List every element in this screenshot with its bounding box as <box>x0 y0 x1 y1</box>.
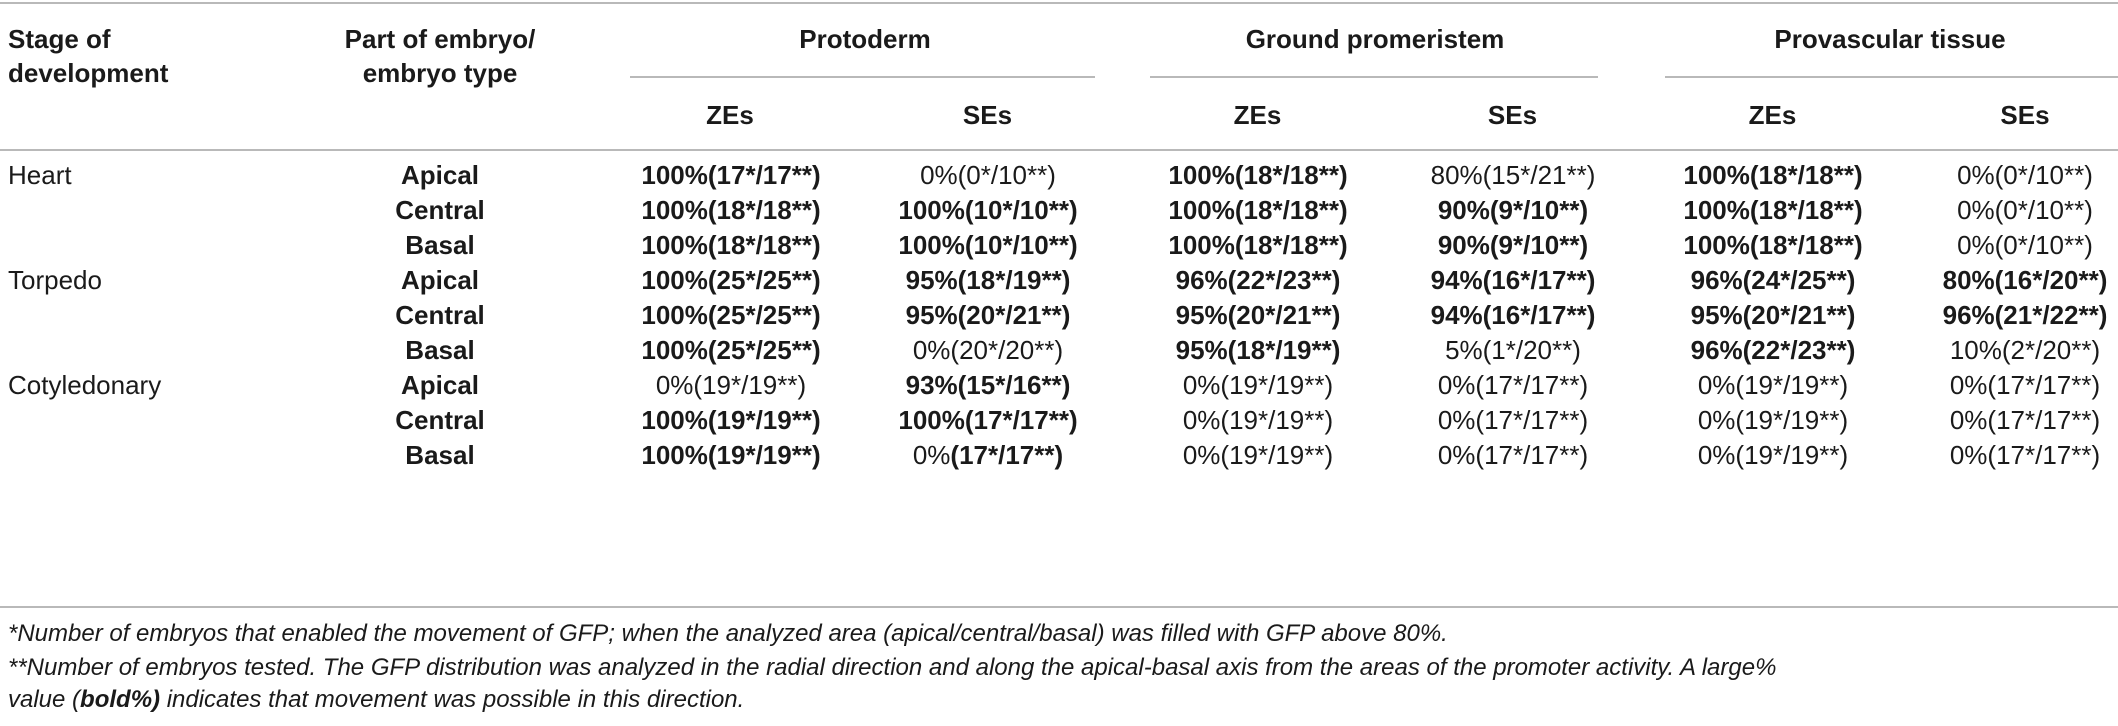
row-part: Apical <box>400 160 480 190</box>
table-cell <box>1895 263 2118 297</box>
table-cell <box>858 438 1118 472</box>
table-cell <box>858 228 1118 262</box>
table-cell <box>1895 368 2118 402</box>
table-cell <box>1128 298 1388 332</box>
cell-value: 90%(9*/10**) <box>1437 195 1589 225</box>
cell-value: 96%(24*/25**) <box>1690 265 1856 295</box>
cell-value: 100%(17*/17**) <box>898 405 1078 435</box>
cell-value: 5%(1*/20**) <box>1445 335 1581 365</box>
table-cell <box>1383 333 1643 367</box>
header-stage-line2: development <box>8 58 169 88</box>
cell-value: 100%(18*/18**) <box>1168 230 1348 260</box>
cell-value: 100%(19*/19**) <box>641 405 821 435</box>
table-cell <box>601 228 861 262</box>
top-rule <box>0 2 2118 4</box>
footnote-2-pre: value ( <box>8 686 81 713</box>
header-group-protoderm: Protoderm <box>799 24 931 54</box>
row-part: Apical <box>400 370 480 400</box>
cell-value: 100%(19*/19**) <box>641 440 821 470</box>
table-cell <box>1128 438 1388 472</box>
cell-value: 100%(18*/18**) <box>1683 230 1863 260</box>
table-cell <box>1128 263 1388 297</box>
cell-value: 90%(9*/10**) <box>1437 230 1589 260</box>
sub-header: ZEs <box>706 100 754 130</box>
table-cell <box>1643 298 1903 332</box>
row-stage: Heart <box>8 160 72 190</box>
table-cell <box>1383 228 1643 262</box>
table-cell <box>1895 158 2118 192</box>
table-cell <box>858 193 1118 227</box>
table-cell <box>601 368 861 402</box>
table-cell <box>1383 158 1643 192</box>
table-cell <box>1128 228 1388 262</box>
cell-value: 100%(25*/25**) <box>641 265 821 295</box>
cell-value: 0%(0*/10**) <box>1957 195 2093 225</box>
table-cell <box>1383 368 1643 402</box>
table-cell <box>601 438 861 472</box>
table-cell <box>1128 403 1388 437</box>
cell-value: 0%(17*/17**) <box>1437 440 1589 470</box>
rule-provascular <box>1665 76 2118 78</box>
footnote-2-line1: **Number of embryos tested. The GFP distribution was analyzed in the radial direction and along the apical-basal axis from the areas of the promoter activity. A large% <box>8 654 1777 681</box>
sub-header: SEs <box>2000 100 2050 130</box>
table-cell <box>1128 193 1388 227</box>
table-cell <box>1643 263 1903 297</box>
cell-value: 100%(18*/18**) <box>641 195 821 225</box>
table-cell <box>858 158 1118 192</box>
cell-value: 80%(15*/21**) <box>1430 160 1596 190</box>
footnote-2 <box>8 652 2108 716</box>
row-part: Central <box>395 300 485 330</box>
table-cell <box>1643 403 1903 437</box>
sub-header: SEs <box>1487 100 1538 130</box>
table-cell <box>1643 193 1903 227</box>
row-part: Apical <box>400 265 480 295</box>
rule-ground <box>1150 76 1598 78</box>
cell-value: 100%(10*/10**) <box>898 195 1078 225</box>
header-stage-line1: Stage of <box>8 24 111 54</box>
row-stage: Cotyledonary <box>8 370 162 400</box>
table-cell <box>1643 333 1903 367</box>
cell-value: 95%(20*/21**) <box>905 300 1071 330</box>
cell-value: 0%(19*/19**) <box>1697 405 1849 435</box>
table-cell <box>601 158 861 192</box>
header-part-line1: Part of embryo/ <box>344 24 536 54</box>
cell-value: 100%(18*/18**) <box>1168 160 1348 190</box>
table-cell <box>1895 403 2118 437</box>
cell-value: 96%(22*/23**) <box>1690 335 1856 365</box>
cell-value: 100%(18*/18**) <box>641 230 821 260</box>
table-cell <box>1643 158 1903 192</box>
row-part: Central <box>395 195 485 225</box>
footnote-1: *Number of embryos that enabled the movement of GFP; when the analyzed area (apical/central/basal) was filled with GFP above 80%. <box>8 620 1448 647</box>
table-cell <box>1383 263 1643 297</box>
cell-value: 94%(16*/17**) <box>1430 300 1596 330</box>
cell-value: 0%(17*/17**) <box>1437 405 1589 435</box>
table-cell <box>1383 193 1643 227</box>
cell-value: 0%(19*/19**) <box>1697 440 1849 470</box>
cell-value: 95%(20*/21**) <box>1690 300 1856 330</box>
row-part: Basal <box>405 440 475 470</box>
table-cell <box>1643 438 1903 472</box>
cell-value: 100%(10*/10**) <box>898 230 1078 260</box>
cell-value: 0% <box>912 440 951 470</box>
table-cell <box>1643 228 1903 262</box>
cell-value: 100%(25*/25**) <box>641 300 821 330</box>
table-cell <box>601 403 861 437</box>
table-cell <box>601 298 861 332</box>
sub-header: SEs <box>962 100 1013 130</box>
cell-value: 100%(18*/18**) <box>1683 160 1863 190</box>
cell-value: 0%(0*/10**) <box>920 160 1056 190</box>
footnote-2-bold: bold%) <box>80 686 161 713</box>
row-stage: Torpedo <box>8 265 102 295</box>
table-cell <box>1128 368 1388 402</box>
cell-value: 0%(17*/17**) <box>1949 370 2101 400</box>
cell-value: 0%(17*/17**) <box>1437 370 1589 400</box>
table-cell <box>1383 298 1643 332</box>
table-cell <box>601 193 861 227</box>
table-cell <box>601 333 861 367</box>
row-part: Basal <box>405 230 475 260</box>
cell-value: 0%(20*/20**) <box>912 335 1064 365</box>
cell-value: 0%(17*/17**) <box>1949 405 2101 435</box>
table-cell <box>1895 228 2118 262</box>
cell-value: 94%(16*/17**) <box>1430 265 1596 295</box>
cell-value: 96%(22*/23**) <box>1175 265 1341 295</box>
cell-value: 0%(19*/19**) <box>1697 370 1849 400</box>
cell-value: 0%(17*/17**) <box>1949 440 2101 470</box>
sub-header: ZEs <box>1748 100 1797 130</box>
table-cell <box>1128 333 1388 367</box>
table-cell <box>858 368 1118 402</box>
sub-header: ZEs <box>1233 100 1282 130</box>
header-stage <box>8 22 168 90</box>
cell-value: 95%(18*/19**) <box>1175 335 1341 365</box>
table-cell <box>1895 333 2118 367</box>
table-cell <box>1895 193 2118 227</box>
row-part: Basal <box>405 335 475 365</box>
cell-value-suffix: (17*/17**) <box>950 440 1064 470</box>
table-cell <box>858 263 1118 297</box>
cell-value: 96%(21*/22**) <box>1942 300 2108 330</box>
table-cell <box>1383 438 1643 472</box>
cell-value: 100%(18*/18**) <box>1683 195 1863 225</box>
table-cell <box>1128 158 1388 192</box>
table-cell <box>1383 403 1643 437</box>
cell-value: 0%(19*/19**) <box>1182 440 1334 470</box>
table-cell <box>1895 438 2118 472</box>
cell-value: 0%(19*/19**) <box>655 370 807 400</box>
table-cell <box>1643 368 1903 402</box>
table-cell <box>858 333 1118 367</box>
cell-value: 93%(15*/16**) <box>905 370 1071 400</box>
cell-value: 95%(18*/19**) <box>905 265 1071 295</box>
rule-protoderm <box>630 76 1095 78</box>
header-group-provascular: Provascular tissue <box>1774 24 2006 54</box>
table-cell <box>858 403 1118 437</box>
cell-value: 100%(17*/17**) <box>641 160 821 190</box>
cell-value: 80%(16*/20**) <box>1942 265 2108 295</box>
cell-value: 0%(0*/10**) <box>1957 230 2093 260</box>
footnote-2-line2 <box>8 684 2108 716</box>
cell-value: 100%(25*/25**) <box>641 335 821 365</box>
cell-value: 95%(20*/21**) <box>1175 300 1341 330</box>
table-cell <box>601 263 861 297</box>
cell-value: 10%(2*/20**) <box>1949 335 2101 365</box>
cell-value: 0%(0*/10**) <box>1957 160 2093 190</box>
bottom-rule <box>0 606 2118 608</box>
cell-value: 100%(18*/18**) <box>1168 195 1348 225</box>
row-part: Central <box>395 405 485 435</box>
table-cell <box>1895 298 2118 332</box>
table-cell <box>858 298 1118 332</box>
header-group-ground: Ground promeristem <box>1245 24 1505 54</box>
cell-value: 0%(19*/19**) <box>1182 370 1334 400</box>
header-bottom-rule <box>0 149 2118 151</box>
header-part-line2: embryo type <box>362 58 518 88</box>
cell-value: 0%(19*/19**) <box>1182 405 1334 435</box>
footnote-2-post: indicates that movement was possible in this direction. <box>160 686 745 713</box>
header-part <box>310 22 570 90</box>
